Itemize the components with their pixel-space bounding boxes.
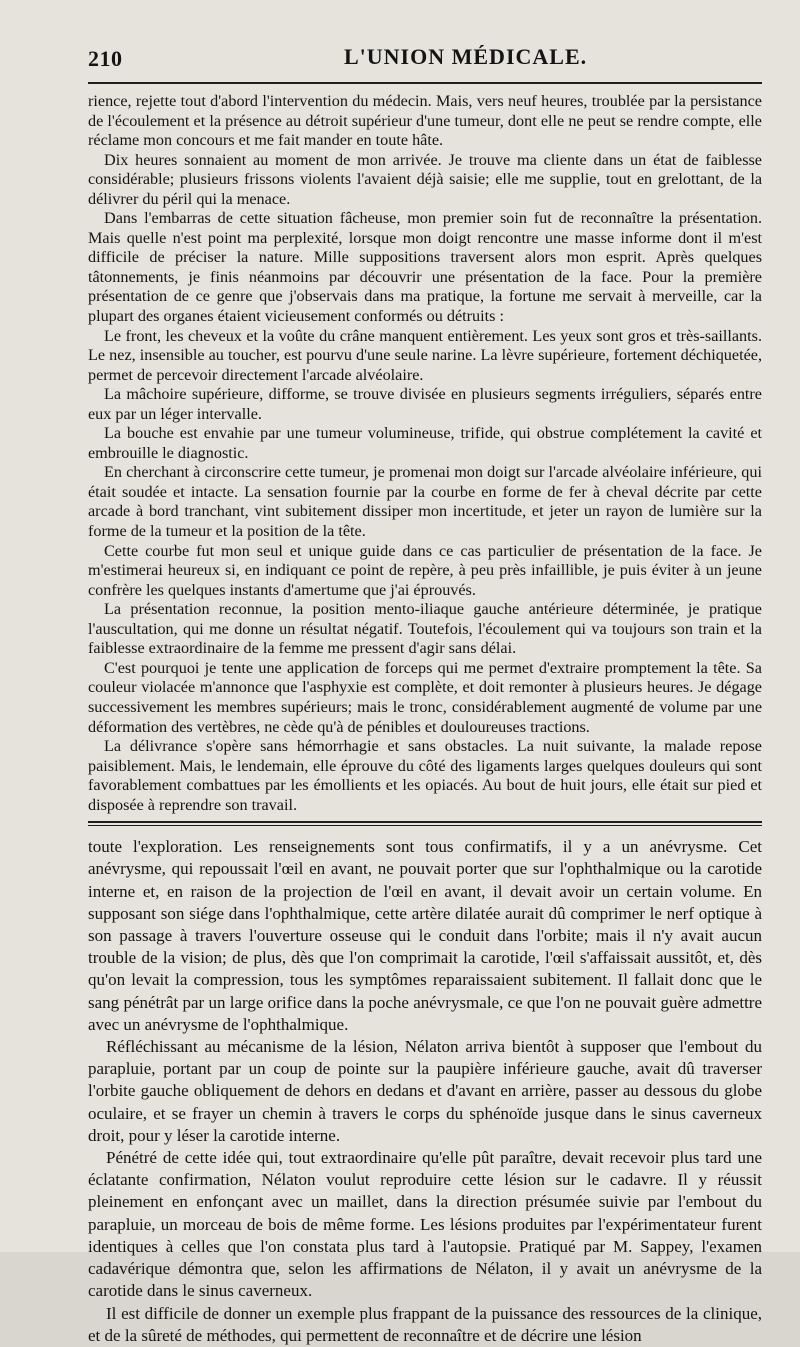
paragraph: rience, rejette tout d'abord l'intervention du médecin. Mais, vers neuf heures, troublée par la persistance de l'écoulement et la présence au détroit supérieur d'une tumeur, dont elle ne peut se rendre compte, elle réclame mon concours et me fait mander en toute hâte. — [88, 92, 762, 150]
paragraph: Cette courbe fut mon seul et unique guide dans ce cas particulier de présentation de la face. Je m'estimerai heureux si, en indiquant ce point de repère, à peu près infaillible, je puis éviter à un jeune confrère les quelques instants d'amertume que j'ai éprouvés. — [88, 541, 762, 599]
upper-text-section — [88, 92, 762, 815]
header-rule — [88, 82, 762, 84]
separator-rule-thin — [88, 825, 762, 826]
page-number: 210 — [88, 46, 123, 71]
paragraph: La présentation reconnue, la position mento-iliaque gauche antérieure déterminée, je pratique l'auscultation, qui me donne un résultat négatif. Toutefois, l'écoulement qui va toujours son train et la faiblesse extraordinaire de la femme me pressent d'agir sans délai. — [88, 600, 762, 658]
paragraph: En cherchant à circonscrire cette tumeur, je promenai mon doigt sur l'arcade alvéolaire inférieure, qui était soudée et intacte. La sensation fournie par la courbe en forme de fer à cheval décrite par cette arcade à bord tranchant, vint subitement dissiper mon incertitude, et jeter un rayon de lumière sur la forme de la tumeur et la position de la tête. — [88, 463, 762, 541]
paragraph: Le front, les cheveux et la voûte du crâne manquent entièrement. Les yeux sont gros et très-saillants. Le nez, insensible au toucher, est pourvu d'une seule narine. La lèvre supérieure, fortement déchiquetée, permet de percevoir directement l'arcade alvéolaire. — [88, 326, 762, 384]
paragraph: toute l'exploration. Les renseignements sont tous confirmatifs, il y a un anévrysme. Cet anévrysme, qui repoussait l'œil en avant, ne pouvait porter que sur l'ophthalmique ou la carotide interne et, en raison de la projection de l'œil en avant, il devait avoir un certain volume. En supposant son siége dans l'ophthalmique, cette artère dilatée aurait dû comprimer le nerf optique à son passage à travers l'ouverture osseuse qui le conduit dans l'orbite; mais il n'y avait aucun trouble de la vision; de plus, dès que l'on comprimait la carotide, l'œil s'affaissait aussitôt, et, dès qu'on levait la compression, tous les symptômes reparaissaient subitement. Il fallait donc que le sang pénétrât par un large orifice dans la poche anévrysmale, ce que l'on ne pouvait guère admettre avec un anévrysme de l'ophthalmique. — [88, 837, 762, 1034]
page-header — [88, 44, 762, 78]
paragraph: La délivrance s'opère sans hémorrhagie et sans obstacles. La nuit suivante, la malade repose paisiblement. Mais, le lendemain, elle éprouve du côté des ligaments larges quelques douleurs qui sont favorablement combattues par les émollients et les opiacés. Au bout de huit jours, elle était sur pied et disposée à reprendre son travail. — [88, 737, 762, 814]
running-title: L'UNION MÉDICALE. — [344, 44, 588, 69]
paragraph: Il est difficile de donner un exemple plus frappant de la puissance des ressources de la clinique, et de la sûreté de méthodes, qui permettent de reconnaître et de décrire une lésion — [88, 1303, 762, 1345]
lower-text-section — [88, 836, 762, 1347]
paragraph: Pénétré de cette idée qui, tout extraordinaire qu'elle pût paraître, devait recevoir plus tard une éclatante confirmation, Nélaton voulut reproduire cette lésion sur le cadavre. Il y réussit pleinement en enfonçant avec un maillet, dans la direction présumée suivie par l'embout du parapluie, un morceau de bois de même forme. Les lésions produites par l'expérimentateur furent identiques à celles que l'on constata plus tard à l'autopsie. Pratiqué par M. Sappey, l'examen cadavérique démontra que, selon les affirmations de Nélaton, il y avait un anévrysme de la carotide dans le sinus caverneux. — [88, 1148, 762, 1301]
paragraph: La mâchoire supérieure, difforme, se trouve divisée en plusieurs segments irréguliers, séparés entre eux par un léger intervalle. — [88, 385, 762, 423]
paragraph: Réfléchissant au mécanisme de la lésion, Nélaton arriva bientôt à supposer que l'embout du parapluie, portant par un coup de pointe sur la paupière inférieure gauche, avait dû traverser l'orbite gauche obliquement de dehors en dedans et d'avant en arrière, passer au dessous du globe oculaire, et se frayer un chemin à travers le corps du sphénoïde jusque dans le sinus caverneux droit, pour y léser la carotide interne. — [88, 1037, 762, 1145]
separator-rule-thick — [88, 821, 762, 823]
paragraph: La bouche est envahie par une tumeur volumineuse, trifide, qui obstrue complétement la cavité et embrouille le diagnostic. — [88, 424, 762, 462]
paragraph: C'est pourquoi je tente une application de forceps qui me permet d'extraire promptement la tête. Sa couleur violacée m'annonce que l'asphyxie est complète, et doit remonter à plusieurs heures. Je dégage successivement les membres supérieurs; mais le tronc, considérablement augmenté de volume par une déformation des vertèbres, ne cède qu'à de pénibles et douloureuses tractions. — [88, 658, 762, 736]
paragraph: Dans l'embarras de cette situation fâcheuse, mon premier soin fut de reconnaître la présentation. Mais quelle n'est point ma perplexité, lorsque mon doigt rencontre une masse informe dont il m'est difficile de préciser la nature. Mille suppositions traversent alors mon esprit. Après quelques tâtonnements, je finis néanmoins par découvrir une présentation de la face. Pour la première présentation de ce genre que j'observais dans ma pratique, la fortune me servait à merveille, car la plupart des organes étaient vicieusement conformés ou détruits : — [88, 209, 762, 326]
paragraph: Dix heures sonnaient au moment de mon arrivée. Je trouve ma cliente dans un état de faiblesse considérable; plusieurs frissons violents l'avaient déjà saisie; elle me supplie, tout en grelottant, de la délivrer du péril qui la menace. — [88, 150, 762, 208]
section-separator — [88, 821, 762, 826]
